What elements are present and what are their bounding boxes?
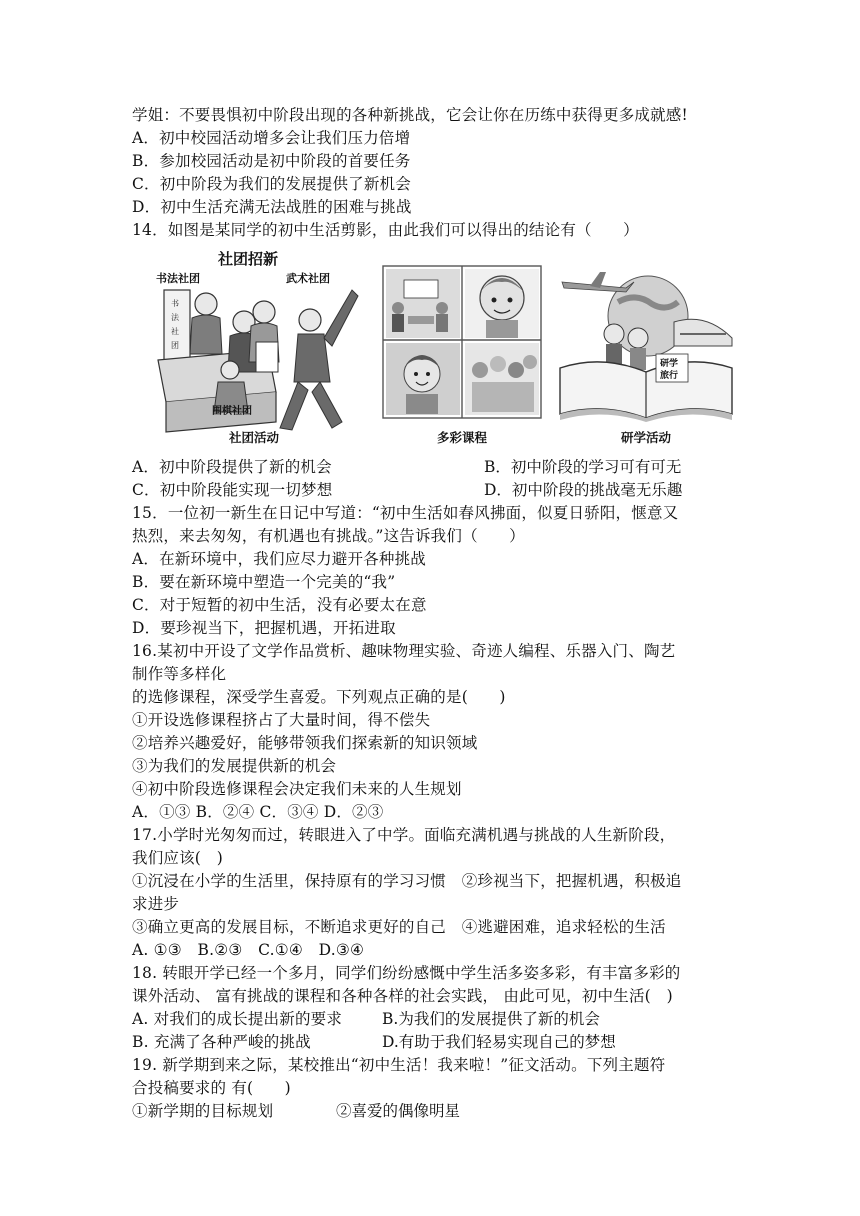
q16-statement-2: ②培养兴趣爱好，能够带领我们探索新的知识领域 (132, 734, 478, 752)
q17-stem-line1: 17.小学时光匆匆而过，转眼进入了中学。面临充满机遇与挑战的人生新阶段， (132, 826, 676, 844)
q14-option-b: B．初中阶段的学习可有可无 (484, 458, 682, 476)
q15-option-d: D．要珍视当下，把握机遇，开拓进取 (132, 619, 396, 637)
q16-choices: A．①③ B．②④ C．③④ D．②③ (132, 803, 384, 821)
q13-option-d: D．初中生活充满无法战胜的困难与挑战 (132, 198, 412, 216)
q15-stem-line2: 热烈，来去匆匆，有机遇也有挑战。”这告诉我们（ ） (132, 527, 525, 545)
q15-option-c: C．对于短暂的初中生活，没有必要太在意 (132, 596, 427, 614)
q17-choices: A. ①③ B.②③ C.①④ D.③④ (132, 941, 365, 959)
svg-text:书: 书 (171, 299, 179, 308)
courses-illustration (382, 242, 542, 422)
svg-text:研学: 研学 (660, 359, 679, 369)
q16-stem-line2: 制作等多样化 (132, 665, 227, 683)
svg-text:社: 社 (171, 327, 179, 336)
q13-option-b: B．参加校园活动是初中阶段的首要任务 (132, 152, 411, 170)
label-calligraphy: 书法社团 (156, 272, 200, 285)
q16-statement-1: ①开设选修课程挤占了大量时间，得不偿失 (132, 711, 431, 729)
q17-statement-line1: ①沉浸在小学的生活里，保持原有的学习习惯 ②珍视当下，把握机遇，积极追 (132, 872, 682, 890)
q18-option-c: B. 充满了各种严峻的挑战 (132, 1033, 311, 1051)
label-martial-arts: 武术社团 (286, 272, 330, 285)
q16-stem-line1: 16.某初中开设了文学作品赏析、趣味物理实验、奇迹人编程、乐器入门、陶艺 (132, 642, 676, 660)
q16-statement-3: ③为我们的发展提供新的机会 (132, 757, 337, 775)
club-illustration (148, 242, 360, 450)
panel-title: 社团招新 (218, 250, 279, 268)
q13-option-c: C．初中阶段为我们的发展提供了新机会 (132, 175, 411, 193)
q13-option-a: A．初中校园活动增多会让我们压力倍增 (132, 129, 411, 147)
q19-stem-line1: 19. 新学期到来之际，某校推出“初中生活！我来啦！”征文活动。下列主题符 (132, 1056, 666, 1074)
q15-option-b: B．要在新环境中塑造一个完美的“我” (132, 573, 396, 591)
q17-statement-line2: 求进步 (132, 895, 180, 913)
q15-option-a: A．在新环境中，我们应尽力避开各种挑战 (132, 550, 426, 568)
q17-statement-line3: ③确立更高的发展目标，不断追求更好的自己 ④逃避困难，追求轻松的生活 (132, 918, 666, 936)
q17-stem-line2: 我们应该( ) (132, 849, 223, 867)
figure-diverse-courses (382, 242, 542, 450)
q19-statement-2: ②喜爱的偶像明星 (336, 1102, 461, 1120)
caption-study-trip: 研学活动 (620, 430, 671, 445)
q14-option-c: C．初中阶段能实现一切梦想 (132, 481, 333, 499)
caption-diverse-courses: 多彩课程 (436, 430, 487, 445)
q18-option-b: B.为我们的发展提供了新的机会 (382, 1010, 600, 1028)
q18-option-d: D.有助于我们轻易实现自己的梦想 (382, 1033, 616, 1051)
q18-stem-line1: 18. 转眼开学已经一个多月，同学们纷纷感慨中学生活多姿多彩，有丰富多彩的 (132, 964, 681, 982)
q14-option-a: A．初中阶段提供了新的机会 (132, 458, 332, 476)
figure-club-activities (148, 242, 360, 450)
q19-statement-1: ①新学期的目标规划 (132, 1102, 274, 1120)
q14-option-d: D．初中阶段的挑战毫无乐趣 (484, 481, 683, 499)
study-trip-illustration (556, 242, 736, 422)
caption-club-activities: 社团活动 (228, 430, 279, 445)
svg-text:团: 团 (171, 341, 179, 350)
q14-stem: 14．如图是某同学的初中生活剪影，由此我们可以得出的结论有（ ） (132, 221, 639, 239)
q16-stem-line3: 的选修课程，深受学生喜爱。下列观点正确的是( ) (132, 688, 506, 706)
figure-study-trip (556, 242, 736, 450)
svg-text:法: 法 (171, 313, 179, 322)
label-go: 围棋社团 (212, 406, 252, 417)
q16-statement-4: ④初中阶段选修课程会决定我们未来的人生规划 (132, 780, 462, 798)
q19-stem-line2: 合投稿要求的 有( ) (132, 1079, 291, 1097)
q15-stem-line1: 15．一位初一新生在日记中写道：“初中生活如春风拂面，似夏日骄阳，惬意又 (132, 504, 679, 522)
text-line: 学姐：不要畏惧初中阶段出现的各种新挑战，它会让你在历练中获得更多成就感! (132, 106, 688, 124)
q18-stem-line2: 课外活动、 富有挑战的课程和各种各样的社会实践， 由此可见，初中生活( ) (132, 987, 673, 1005)
q18-option-a: A. 对我们的成长提出新的要求 (132, 1010, 343, 1028)
svg-text:旅行: 旅行 (660, 371, 679, 381)
